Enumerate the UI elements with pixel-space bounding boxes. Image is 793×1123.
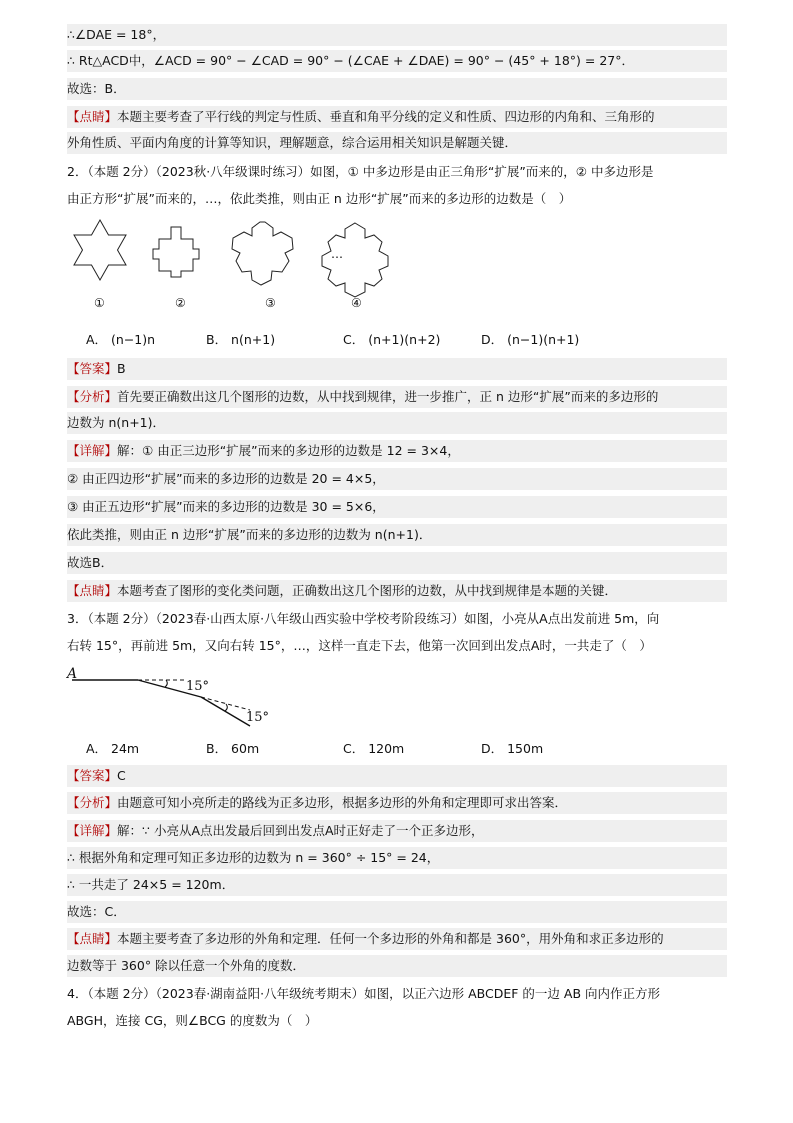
question-2-figure: [68, 218, 418, 318]
comment-text: 本题主要考查了多边形的外角和定理．任何一个多边形的外角和都是 360°，用外角和求正多边形的: [117, 931, 664, 946]
question-4-stem: ABGH，连接 CG，则∠BCG 的度数为（ ）: [67, 1013, 318, 1028]
detail-text: 解：∵ 小亮从A点出发最后回到出发点A时正好走了一个正多边形，: [117, 823, 484, 838]
option-c: C． 120m: [343, 741, 405, 756]
comment-tag: 【点睛】: [67, 931, 118, 946]
detail-line: [67, 820, 727, 842]
text-line: ∴ 一共走了 24×5 = 120m．: [67, 874, 727, 896]
figure-label: ③: [265, 296, 276, 310]
option-c: C． (n+1)(n+2): [343, 332, 441, 347]
star-polygon: [74, 220, 126, 280]
answer-line: [67, 358, 727, 380]
question-3-stem: 右转 15°，再前进 5m，又向右转 15°，…，这样一直走下去，他第一次回到出发点A时，一共走了（ ）: [67, 638, 652, 653]
option-a: A． 24m: [86, 741, 140, 756]
comment-line: [67, 928, 727, 950]
answer-tag: 【答案】: [67, 768, 118, 783]
option-b: B． 60m: [206, 741, 260, 756]
text-line: 边数为 n(n+1)．: [67, 412, 727, 434]
text-line: ② 由正四边形“扩展”而来的多边形的边数是 20 = 4×5，: [67, 468, 727, 490]
expanded-pentagon: [232, 222, 293, 285]
text-line: ③ 由正五边形“扩展”而来的多边形的边数是 30 = 5×6，: [67, 496, 727, 518]
comment-tag: 【点睛】: [67, 109, 118, 124]
dashed-extension: [201, 697, 250, 710]
analysis-tag: 【分析】: [67, 795, 118, 810]
text-line: 边数等于 360° 除以任意一个外角的度数．: [67, 955, 727, 977]
answer-value: B: [117, 361, 126, 376]
angle-arc: [165, 680, 167, 687]
answer-value: C: [117, 768, 126, 783]
point-a-label: A: [67, 666, 78, 682]
angle-label: 15°: [186, 679, 210, 694]
detail-tag: 【详解】: [67, 823, 118, 838]
comment-tag: 【点睛】: [67, 583, 118, 598]
answer-tag: 【答案】: [67, 361, 118, 376]
option-d: D． 150m: [481, 741, 544, 756]
question-3-stem: 3．（本题 2分）（2023春·山西太原·八年级山西实验中学校考阶段练习）如图，小亮从A点出发前进 5m，向: [67, 611, 660, 626]
text-line: ∴ 根据外角和定理可知正多边形的边数为 n = 360° ÷ 15° = 24，: [67, 847, 727, 869]
figure-label: ②: [175, 296, 186, 310]
detail-line: [67, 440, 727, 462]
comment-text: 本题主要考查了平行线的判定与性质、垂直和角平分线的定义和性质、四边形的内角和、三角形的: [117, 109, 655, 124]
comment-line: [67, 580, 727, 602]
option-a: A． (n−1)n: [86, 332, 156, 347]
ellipsis: …: [331, 247, 343, 261]
text-line: 故选：B．: [67, 78, 727, 100]
analysis-text: 首先要正确数出这几个图形的边数，从中找到规律，进一步推广，正 n 边形“扩展”而来的多边形的: [117, 389, 659, 404]
text-line: 故选B．: [67, 552, 727, 574]
text-line: 故选：C．: [67, 901, 727, 923]
analysis-line: [67, 792, 727, 814]
analysis-text: 由题意可知小亮所走的路线为正多边形，根据多边形的外角和定理即可求出答案．: [117, 795, 568, 810]
angle-label: 15°: [246, 710, 270, 725]
cross-polygon: [153, 227, 199, 277]
figure-label: ④: [351, 296, 362, 310]
text-line: 依此类推，则由正 n 边形“扩展”而来的多边形的边数为 n(n+1)．: [67, 524, 727, 546]
answer-line: [67, 765, 727, 787]
detail-tag: 【详解】: [67, 443, 118, 458]
question-2-stem: 2．（本题 2分）（2023秋·八年级课时练习）如图，① 中多边形是由正三角形“扩展”而来的，② 中多边形是: [67, 164, 654, 179]
detail-text: 解：① 由正三边形“扩展”而来的多边形的边数是 12 = 3×4，: [117, 443, 460, 458]
comment-text: 本题考查了图形的变化类问题，正确数出这几个图形的边数，从中找到规律是本题的关键．: [117, 583, 618, 598]
figure-label: ①: [94, 296, 105, 310]
text-line: ∴∠DAE = 18°，: [67, 24, 727, 46]
text-line: 外角性质、平面内角度的计算等知识，理解题意，综合运用相关知识是解题关键．: [67, 132, 727, 154]
path-segment: [201, 697, 250, 726]
text-line: ∴ Rt△ACD中，∠ACD = 90° − ∠CAD = 90° − (∠CAE + ∠DAE) = 90° − (45° + 18°) = 27°．: [67, 50, 727, 72]
option-b: B． n(n+1): [206, 332, 276, 347]
question-2-stem: 由正方形“扩展”而来的，…，依此类推，则由正 n 边形“扩展”而来的多边形的边数是（ ）: [67, 191, 572, 206]
question-4-stem: 4．（本题 2分）（2023春·湖南益阳·八年级统考期末）如图，以正六边形 ABCDEF 的一边 AB 向内作正方形: [67, 986, 661, 1001]
option-d: D． (n−1)(n+1): [481, 332, 580, 347]
comment-line: [67, 106, 727, 128]
angle-arc: [225, 704, 227, 711]
analysis-tag: 【分析】: [67, 389, 118, 404]
analysis-line: [67, 386, 727, 408]
